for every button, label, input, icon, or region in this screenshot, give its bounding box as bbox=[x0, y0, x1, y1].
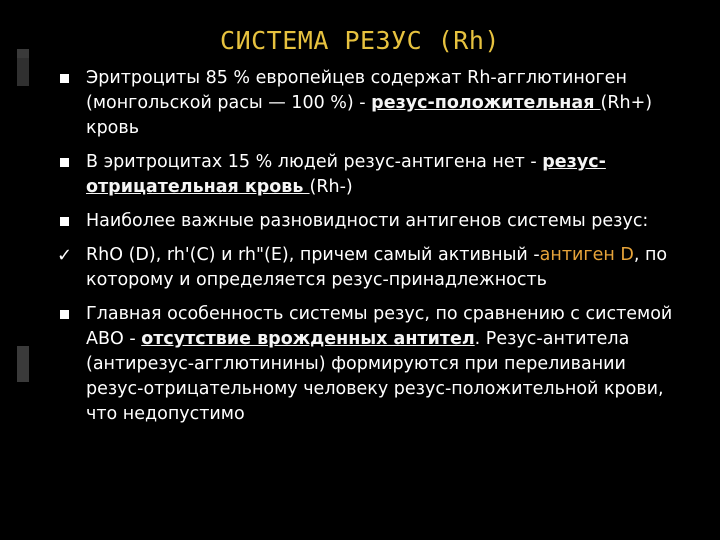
item-text: Главная особенность системы резус, по сравнению с системой АВО - bbox=[86, 304, 673, 349]
item-text: (Rh+) кровь bbox=[86, 93, 653, 138]
item-text: В эритроцитах 15 % людей резус-антигена нет - bbox=[86, 152, 543, 172]
decorative-bar bbox=[17, 346, 29, 382]
list-item bbox=[58, 66, 688, 141]
list-item bbox=[58, 243, 688, 293]
item-text: Эритроциты 85 % европейцев содержат Rh-агглютиноген (монгольской расы — 100 %) - bbox=[86, 68, 627, 113]
square-bullet-icon bbox=[60, 310, 69, 319]
list-item bbox=[58, 150, 688, 200]
check-icon: ✓ bbox=[57, 245, 73, 266]
item-text: . Резус-антитела (антирезус-агглютинины) формируются при переливании резус-отрицательному человеку резус-положительной крови, что недопустимо bbox=[86, 329, 664, 424]
item-text: Наиболее важные разновидности антигенов системы резус: bbox=[86, 211, 649, 231]
list-item bbox=[58, 302, 688, 427]
item-text: RhO (D), rh'(C) и rh"(E), причем самый активный - bbox=[86, 245, 540, 265]
square-bullet-icon bbox=[60, 158, 69, 167]
highlight-term: отсутствие врожденных антител bbox=[141, 329, 475, 349]
highlight-term: резус-положительная bbox=[371, 93, 601, 113]
square-bullet-icon bbox=[60, 74, 69, 83]
accent-term: антиген D bbox=[539, 245, 634, 265]
slide-title: СИСТЕМА РЕЗУС (Rh) bbox=[220, 26, 500, 55]
bullet-list bbox=[58, 66, 688, 436]
item-text: , по которому и определяется резус-принадлежность bbox=[86, 245, 668, 290]
list-item bbox=[58, 209, 688, 234]
highlight-term: резус-отрицательная кровь bbox=[86, 152, 606, 197]
square-bullet-icon bbox=[60, 217, 69, 226]
decorative-bar bbox=[17, 58, 29, 86]
item-text: (Rh-) bbox=[309, 177, 353, 197]
